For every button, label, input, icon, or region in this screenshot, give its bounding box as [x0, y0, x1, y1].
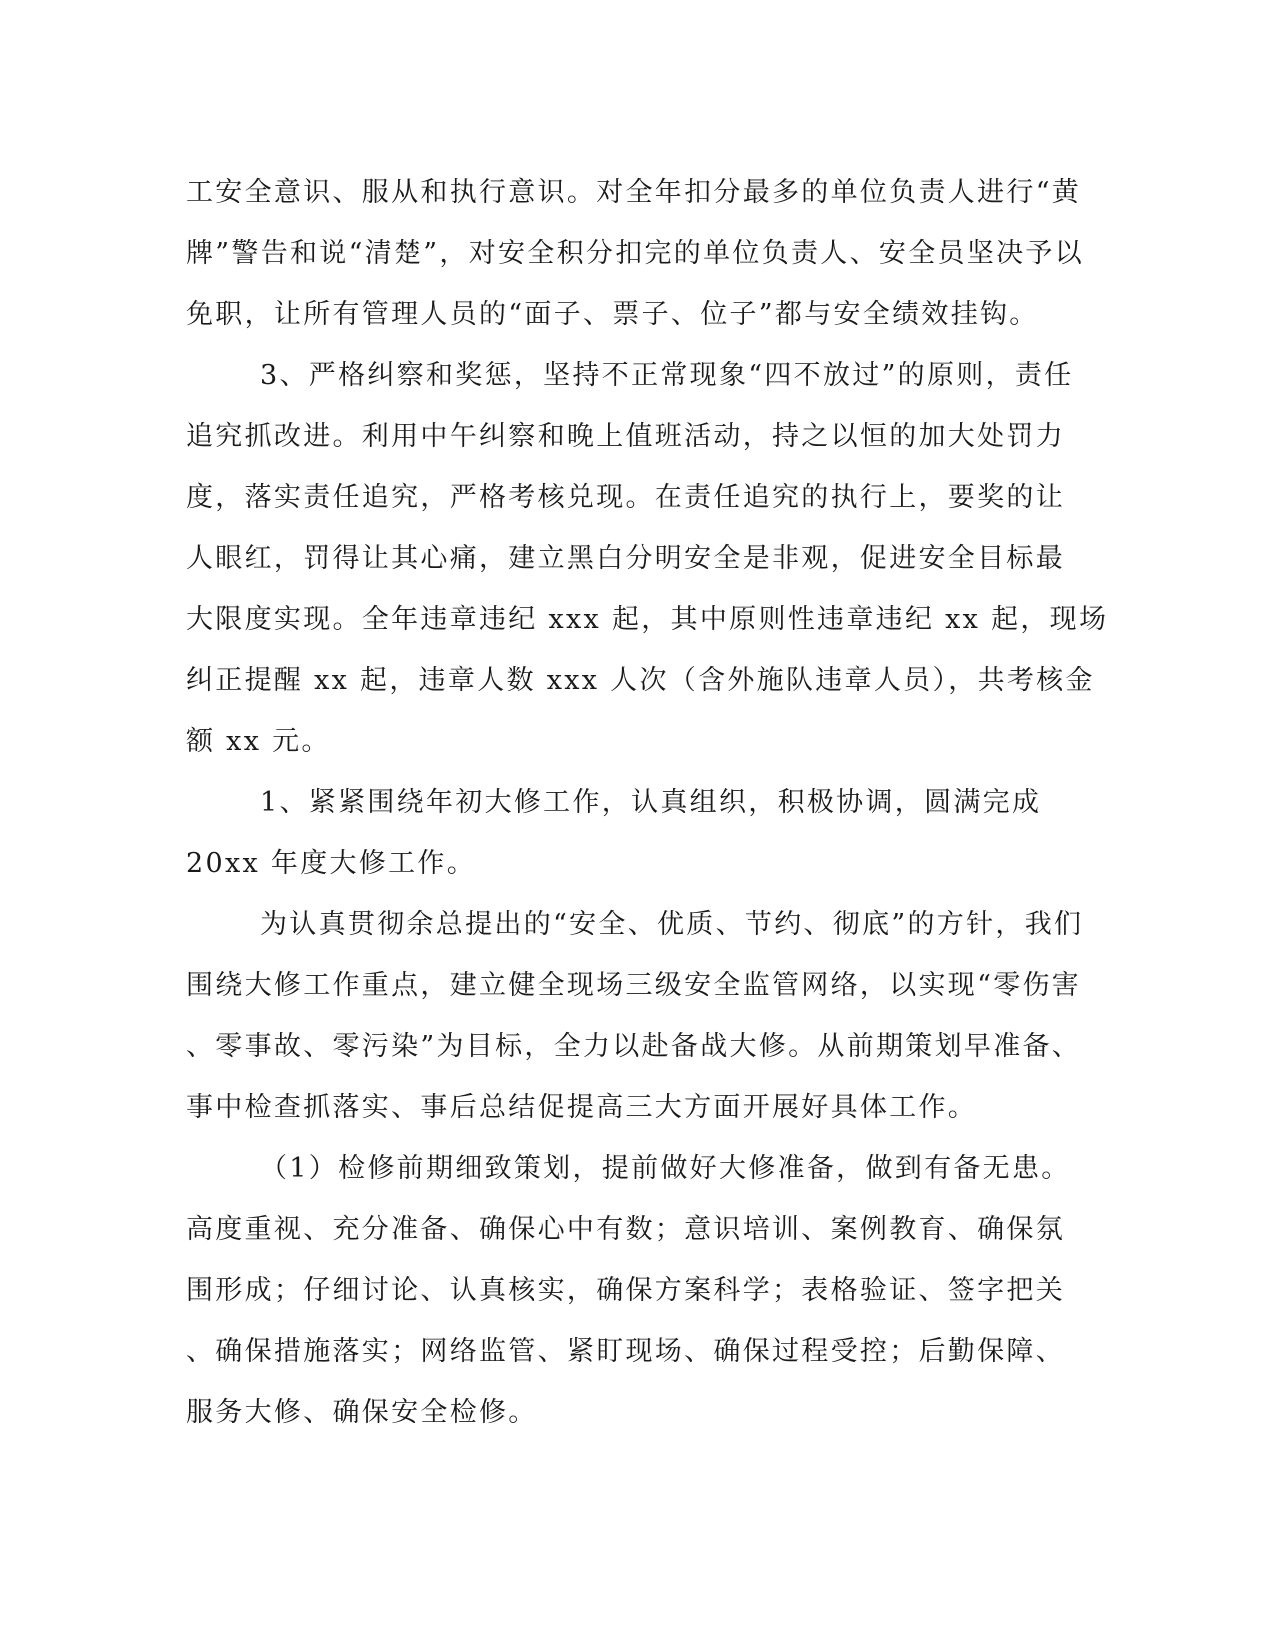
paragraph-awareness-continued — [186, 162, 1085, 345]
paragraph-sub-1 — [186, 1138, 1076, 1443]
text-line: 为认真贯彻余总提出的“安全、优质、节约、彻底”的方针，我们 — [260, 909, 1084, 940]
text-line: 围形成；仔细讨论、认真核实，确保方案科学；表格验证、签字把关 — [186, 1275, 1065, 1306]
text-line: 围绕大修工作重点，建立健全现场三级安全监管网络，以实现“零伤害 — [186, 970, 1082, 1001]
text-line: 工安全意识、服从和执行意识。对全年扣分最多的单位负责人进行“黄 — [186, 177, 1082, 208]
text-line: 人眼红，罚得让其心痛，建立黑白分明安全是非观，促进安全目标最 — [186, 543, 1065, 574]
paragraph-policy — [186, 894, 1084, 1138]
text-line: 20xx 年度大修工作。 — [186, 848, 476, 879]
text-line: 事中检查抓落实、事后总结促提高三大方面开展好具体工作。 — [186, 1092, 978, 1123]
text-line: 、零事故、零污染”为目标，全力以赴备战大修。从前期策划早准备、 — [186, 1031, 1082, 1062]
text-line: 牌”警告和说“清楚”，对安全积分扣完的单位负责人、安全员坚决予以 — [186, 238, 1085, 269]
text-line: 大限度实现。全年违章违纪 xxx 起，其中原则性违章违纪 xx 起，现场 — [186, 604, 1109, 635]
text-line: 免职，让所有管理人员的“面子、票子、位子”都与安全绩效挂钩。 — [186, 299, 1039, 330]
text-line: 追究抓改进。利用中午纠察和晚上值班活动，持之以恒的加大处罚力 — [186, 421, 1065, 452]
text-line: 纠正提醒 xx 起，违章人数 xxx 人次（含外施队违章人员），共考核金 — [186, 665, 1095, 696]
text-line: （1）检修前期细致策划，提前做好大修准备，做到有备无患。 — [260, 1153, 1071, 1184]
text-line: 1、紧紧围绕年初大修工作，认真组织，积极协调，圆满完成 — [260, 787, 1042, 818]
text-line: 服务大修、确保安全检修。 — [186, 1397, 538, 1428]
text-line: 高度重视、充分准备、确保心中有数；意识培训、案例教育、确保氛 — [186, 1214, 1065, 1245]
document-body — [186, 162, 1109, 1443]
text-line: 度，落实责任追究，严格考核兑现。在责任追究的执行上，要奖的让 — [186, 482, 1065, 513]
paragraph-item-1 — [186, 772, 1076, 894]
paragraph-item-3 — [186, 345, 1109, 772]
text-line: 、确保措施落实；网络监管、紧盯现场、确保过程受控；后勤保障、 — [186, 1336, 1065, 1367]
text-line: 额 xx 元。 — [186, 726, 331, 757]
text-line: 3、严格纠察和奖惩，坚持不正常现象“四不放过”的原则，责任 — [260, 360, 1074, 391]
